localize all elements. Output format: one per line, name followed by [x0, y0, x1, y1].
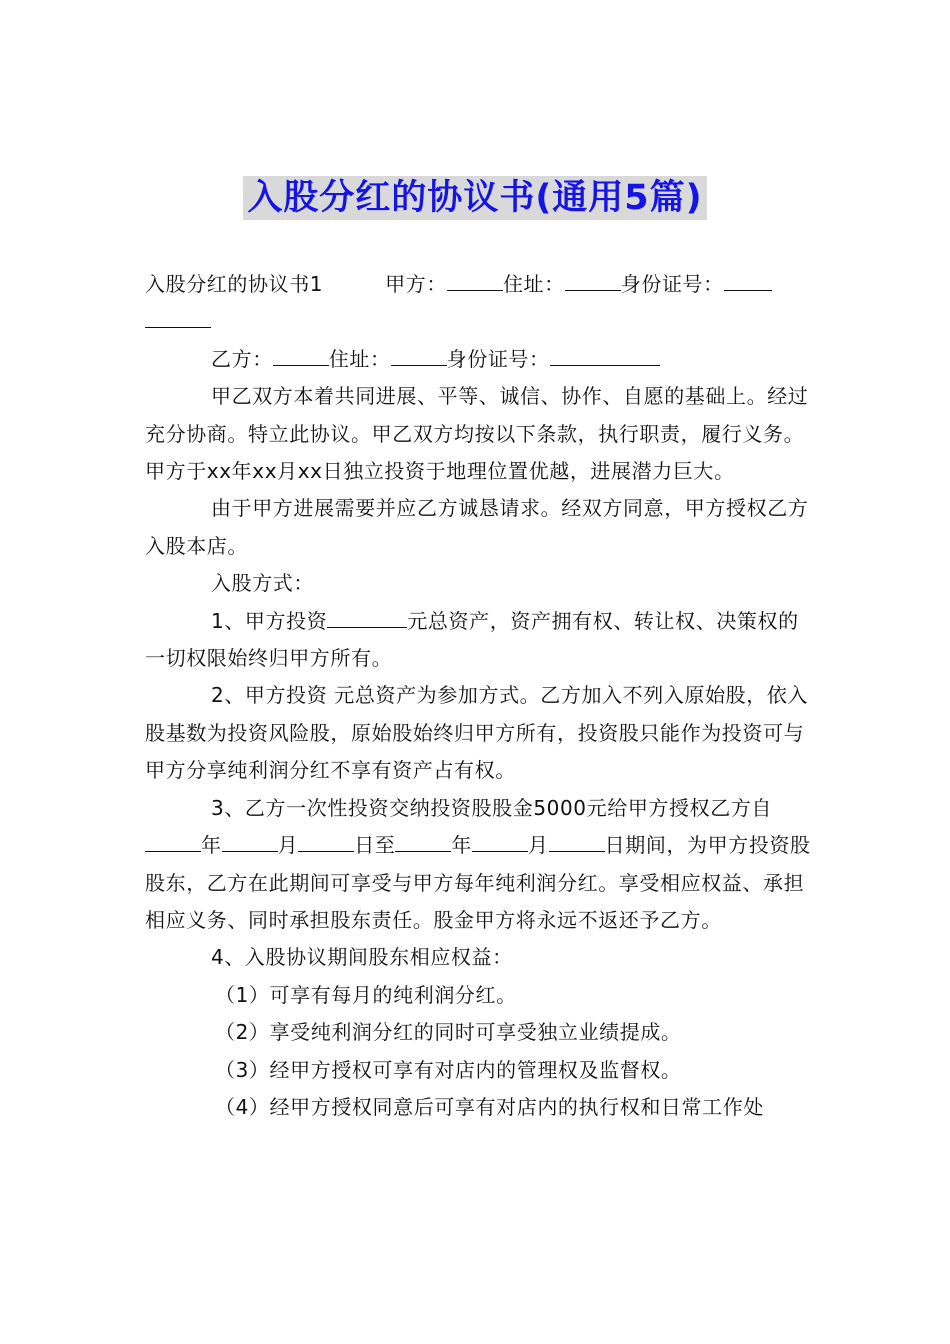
blank-field: [549, 831, 605, 852]
blank-field: [222, 831, 278, 852]
year-label: 年: [451, 833, 473, 858]
blank-field: [447, 270, 503, 291]
year-label: 年: [201, 833, 222, 858]
paragraph-5: 2、甲方投资 元总资产为参加方式。乙方加入不列入原始股，依入股基数为投资风险股，原始股始终归甲方所有，投资股只能作为投资可与甲方分享纯利润分红不享有资产占有权。: [145, 683, 809, 783]
blank-field: [391, 345, 447, 366]
blank-field: [145, 831, 201, 852]
agreement-heading: 入股分红的协议书1: [145, 272, 324, 296]
party-a-line-cont: [145, 303, 817, 340]
id-label: 身份证号：: [446, 346, 550, 371]
blank-field: [327, 607, 407, 628]
blank-field: [298, 831, 354, 852]
list-item: （4）经甲方授权同意后可享有对店内的执行权和日常工作处: [215, 1094, 764, 1119]
party-a-line: [145, 266, 817, 303]
address-label: 住址：: [328, 346, 391, 371]
id-label: 身份证号：: [620, 272, 724, 296]
paragraph-4: [145, 603, 817, 678]
paragraph-4-post: 元总资产，资产拥有权、转让权、决策权的一切权限始终归甲方所有。: [145, 608, 799, 671]
document-title: 入股分红的协议书(通用5篇): [243, 176, 706, 220]
month-label: 月: [277, 833, 299, 858]
blank-field: [395, 831, 451, 852]
paragraph-7: 4、入股协议期间股东相应权益：: [211, 945, 513, 970]
list-item: （2）享受纯利润分红的同时可享受独立业绩提成。: [215, 1020, 682, 1045]
title-wrap: [0, 176, 950, 220]
paragraph-6-pre: 3、乙方一次性投资交纳投资股股金5000元给甲方授权乙方自: [211, 795, 773, 820]
paragraph-1: 甲乙双方本着共同进展、平等、诚信、协作、自愿的基础上。经过充分协商。特立此协议。甲乙双方均按以下条款，执行职责，履行义务。甲方于xx年xx月xx日独立投资于地理位置优越，进展潜力巨大。: [145, 384, 809, 484]
blank-field: [724, 270, 772, 291]
address-label: 住址：: [502, 272, 565, 296]
paragraph-6: [145, 790, 817, 940]
month-label: 月: [528, 833, 549, 858]
blank-field: [273, 345, 329, 366]
party-b-line: [145, 341, 817, 378]
day-to-label: 日至: [354, 833, 396, 858]
list-item: （1）可享有每月的纯利润分红。: [215, 982, 517, 1007]
document-body: [145, 266, 817, 1126]
list-item: （3）经甲方授权可享有对店内的管理权及监督权。: [215, 1057, 682, 1082]
party-a-label: 甲方：: [385, 272, 447, 296]
party-b-label: 乙方：: [211, 346, 273, 371]
blank-field: [550, 345, 660, 366]
blank-field: [565, 270, 621, 291]
paragraph-4-pre: 1、甲方投资: [211, 608, 328, 633]
paragraph-6-post: 日期间，为甲方投资股股东，乙方在此期间可享受与甲方每年纯利润分红。享受相应权益、承担相应义务、同时承担股东责任。股金甲方将永远不返还予乙方。: [145, 833, 811, 932]
blank-field: [145, 307, 211, 328]
paragraph-2: 由于甲方进展需要并应乙方诚恳请求。经双方同意，甲方授权乙方入股本店。: [145, 496, 809, 558]
blank-field: [472, 831, 528, 852]
paragraph-3: 入股方式：: [211, 571, 314, 596]
